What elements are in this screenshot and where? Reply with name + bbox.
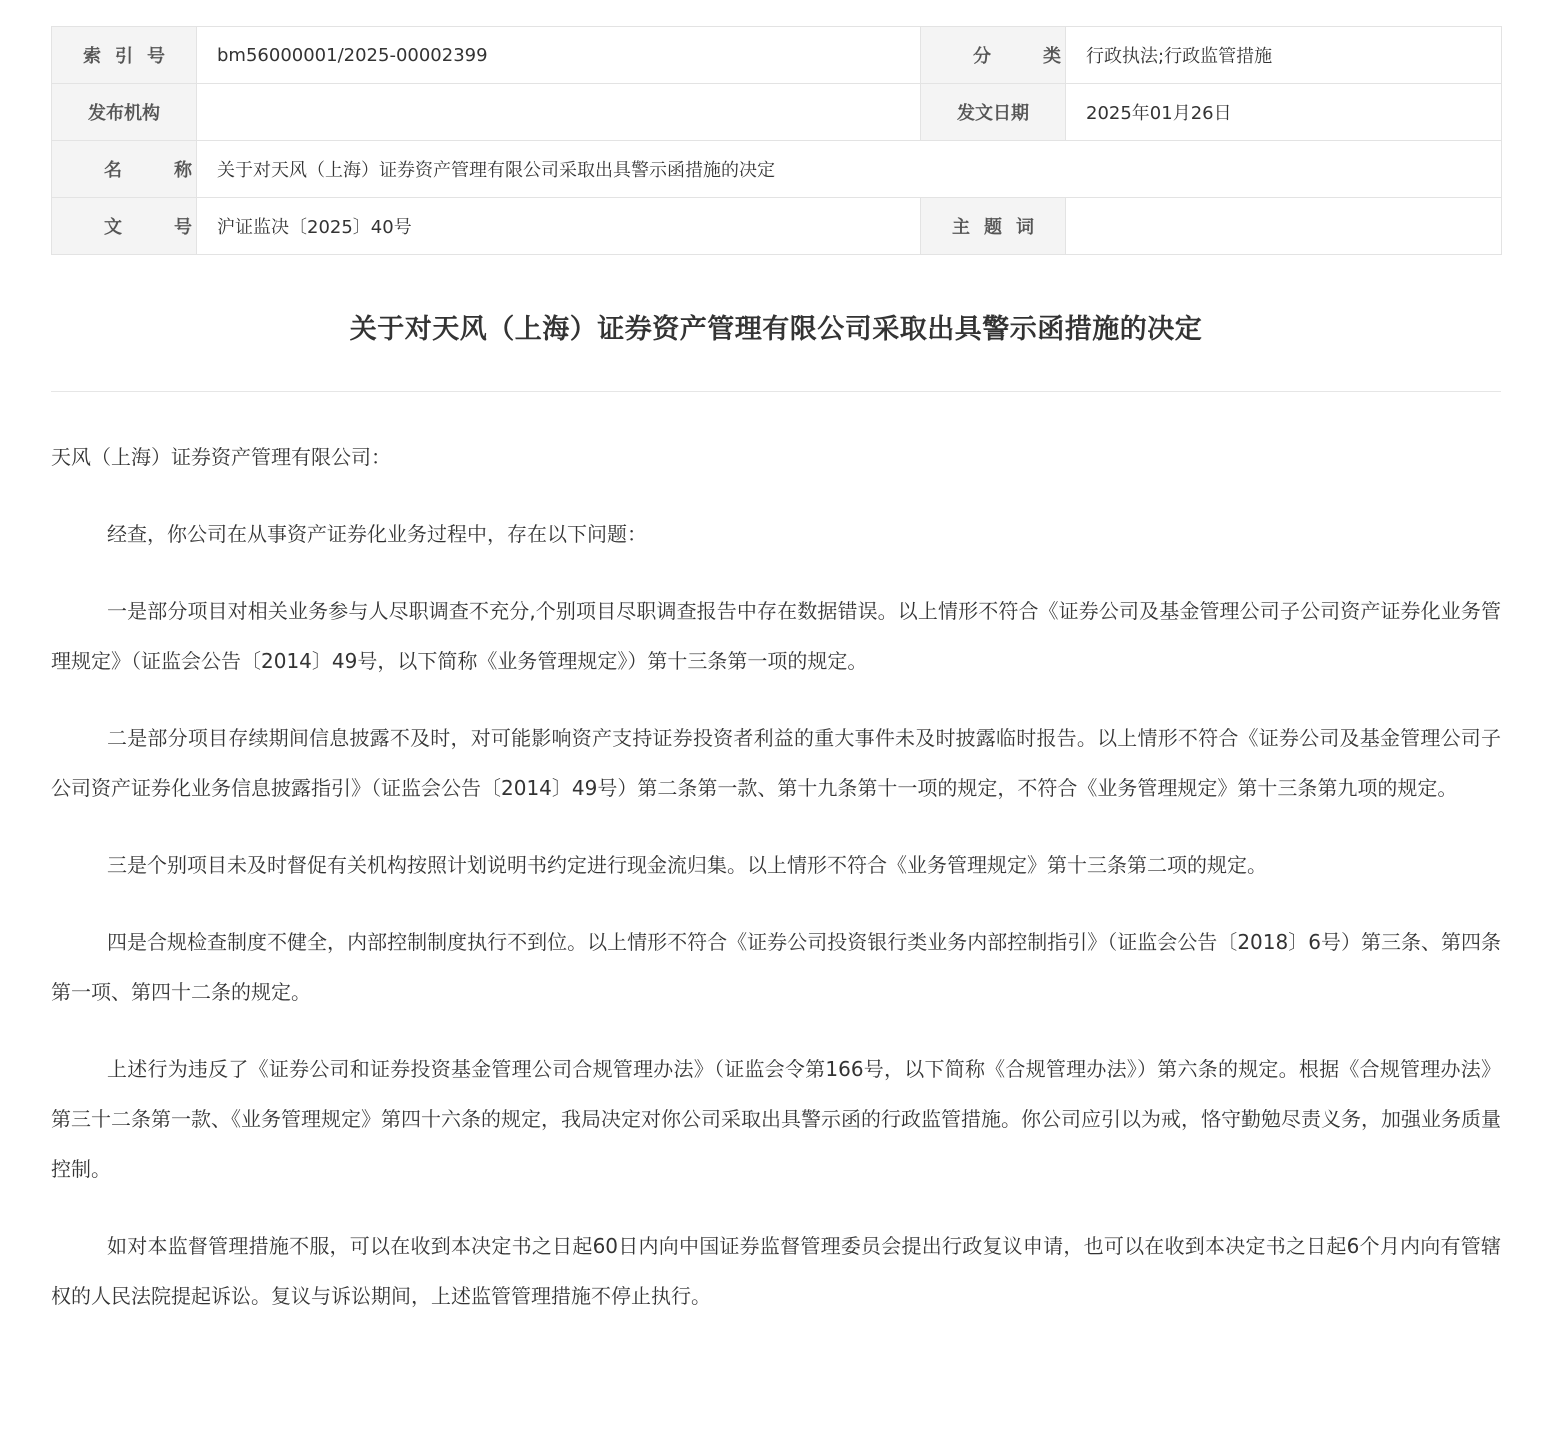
name-label: 名称 <box>52 141 197 198</box>
document-page <box>51 0 1501 1321</box>
metadata-row-name <box>52 141 1502 198</box>
body-paragraph: 四是合规检查制度不健全，内部控制制度执行不到位。以上情形不符合《证券公司投资银行类业务内部控制指引》（证监会公告〔2018〕6号）第三条、第四条第一项、第四十二条的规定。 <box>51 930 1501 1004</box>
metadata-table <box>51 26 1502 255</box>
body-paragraph: 三是个别项目未及时督促有关机构按照计划说明书约定进行现金流归集。以上情形不符合《业务管理规定》第十三条第二项的规定。 <box>107 853 1267 877</box>
document-title: 关于对天风（上海）证券资产管理有限公司采取出具警示函措施的决定 <box>349 314 1203 345</box>
index-number-value: bm56000001/2025-00002399 <box>197 27 921 84</box>
issue-date-value: 2025年01月26日 <box>1066 84 1502 141</box>
body-paragraph: 一是部分项目对相关业务参与人尽职调查不充分,个别项目尽职调查报告中存在数据错误。以上情形不符合《证券公司及基金管理公司子公司资产证券化业务管理规定》（证监会公告〔2014〕49号，以下简称《业务管理规定》）第十三条第一项的规定。 <box>51 599 1501 673</box>
keywords-label: 主题词 <box>921 198 1066 255</box>
index-number-label: 索引号 <box>52 27 197 84</box>
body-paragraph: 经查，你公司在从事资产证券化业务过程中，存在以下问题： <box>107 522 647 546</box>
category-label: 分类 <box>921 27 1066 84</box>
body-paragraph: 二是部分项目存续期间信息披露不及时，对可能影响资产支持证券投资者利益的重大事件未及时披露临时报告。以上情形不符合《证券公司及基金管理公司子公司资产证券化业务信息披露指引》（证监会公告〔2014〕49号）第二条第一款、第十九条第十一项的规定，不符合《业务管理规定》第十三条第九项的规定。 <box>51 726 1501 800</box>
body-paragraph: 上述行为违反了《证券公司和证券投资基金管理公司合规管理办法》（证监会令第166号，以下简称《合规管理办法》）第六条的规定。根据《合规管理办法》第三十二条第一款、《业务管理规定》第四十六条的规定，我局决定对你公司采取出具警示函的行政监管措施。你公司应引以为戒，恪守勤勉尽责义务，加强业务质量控制。 <box>51 1057 1501 1181</box>
body-paragraph: 如对本监督管理措施不服，可以在收到本决定书之日起60日内向中国证券监督管理委员会提出行政复议申请，也可以在收到本决定书之日起6个月内向有管辖权的人民法院提起诉讼。复议与诉讼期间，上述监管管理措施不停止执行。 <box>51 1234 1501 1308</box>
category-value: 行政执法;行政监管措施 <box>1066 27 1502 84</box>
doc-number-label: 文号 <box>52 198 197 255</box>
metadata-row-index <box>52 27 1502 84</box>
metadata-row-publisher <box>52 84 1502 141</box>
document-body <box>51 392 1501 1321</box>
salutation: 天风（上海）证券资产管理有限公司： <box>51 445 391 469</box>
publisher-value <box>197 84 921 141</box>
metadata-row-doc-number <box>52 198 1502 255</box>
issue-date-label: 发文日期 <box>921 84 1066 141</box>
name-value: 关于对天风（上海）证券资产管理有限公司采取出具警示函措施的决定 <box>197 141 1502 198</box>
doc-number-value: 沪证监决〔2025〕40号 <box>197 198 921 255</box>
publisher-label: 发布机构 <box>52 84 197 141</box>
keywords-value <box>1066 198 1502 255</box>
